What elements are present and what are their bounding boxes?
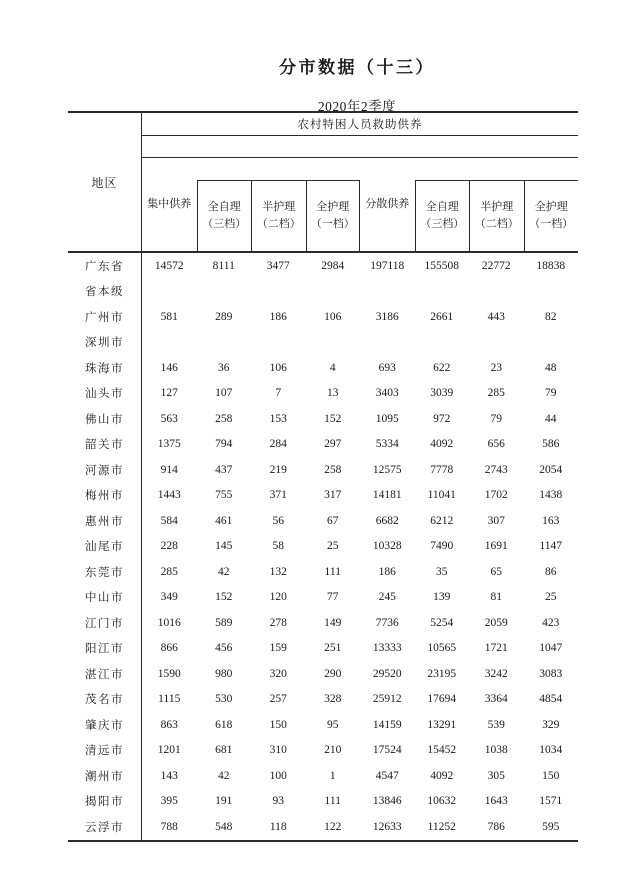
data-cell: 186 bbox=[269, 310, 287, 323]
region-cell: 云浮市 bbox=[68, 814, 142, 840]
data-cell: 67 bbox=[327, 514, 339, 527]
data-cell bbox=[415, 279, 470, 305]
data-cell: 12633 bbox=[372, 820, 402, 833]
data-cell: 622 bbox=[433, 361, 451, 374]
region-cell: 梅州市 bbox=[68, 483, 142, 509]
data-cell: 297 bbox=[324, 438, 342, 451]
page-subtitle: 2020年2季度 bbox=[317, 99, 397, 114]
region-cell: 佛山市 bbox=[68, 406, 142, 432]
region-cell: 深圳市 bbox=[68, 330, 142, 356]
data-cell: 4547 bbox=[375, 769, 399, 782]
data-cell: 132 bbox=[269, 565, 287, 578]
data-cell: 17524 bbox=[372, 744, 402, 757]
data-cell: 320 bbox=[269, 667, 287, 680]
title-block bbox=[279, 53, 435, 115]
data-cell: 1438 bbox=[539, 489, 563, 502]
data-cell bbox=[360, 330, 415, 356]
region-cell: 揭阳市 bbox=[68, 789, 142, 815]
table-row bbox=[68, 814, 578, 840]
table-row bbox=[68, 585, 578, 611]
region-cell: 河源市 bbox=[68, 457, 142, 483]
data-cell: 10565 bbox=[427, 642, 457, 655]
data-cell: 1038 bbox=[484, 744, 508, 757]
column-header-1 bbox=[197, 158, 252, 251]
region-cell: 肇庆市 bbox=[68, 712, 142, 738]
region-header-cell bbox=[68, 113, 142, 251]
table-row bbox=[68, 355, 578, 381]
data-cell: 863 bbox=[160, 718, 178, 731]
data-cell: 1443 bbox=[157, 489, 181, 502]
data-cell: 150 bbox=[269, 718, 287, 731]
data-cell: 111 bbox=[324, 795, 341, 808]
data-cell: 443 bbox=[487, 310, 505, 323]
table-row bbox=[68, 763, 578, 789]
data-cell: 290 bbox=[324, 667, 342, 680]
data-cell bbox=[469, 330, 524, 356]
data-cell: 1643 bbox=[484, 795, 508, 808]
data-cell: 530 bbox=[215, 693, 233, 706]
data-cell: 23 bbox=[490, 361, 502, 374]
data-cell: 5334 bbox=[375, 438, 399, 451]
data-cell: 127 bbox=[160, 387, 178, 400]
data-cell: 285 bbox=[487, 387, 505, 400]
data-cell: 42 bbox=[218, 769, 230, 782]
data-cell: 2661 bbox=[430, 310, 454, 323]
column-header-label: 集中供养 bbox=[147, 198, 192, 211]
data-cell: 152 bbox=[215, 591, 233, 604]
data-cell: 1201 bbox=[157, 744, 181, 757]
data-cell: 2054 bbox=[539, 463, 563, 476]
column-header-box: 半护理 （二档） bbox=[251, 180, 306, 251]
data-cell: 25 bbox=[327, 540, 339, 553]
data-cell: 866 bbox=[160, 642, 178, 655]
blank-header-row bbox=[142, 136, 578, 158]
data-cell: 285 bbox=[160, 565, 178, 578]
data-cell: 150 bbox=[542, 769, 560, 782]
table-row bbox=[68, 738, 578, 764]
table-row bbox=[68, 253, 578, 279]
data-cell: 1047 bbox=[539, 642, 563, 655]
data-cell: 395 bbox=[160, 795, 178, 808]
column-header-2 bbox=[251, 158, 306, 251]
region-cell: 阳江市 bbox=[68, 636, 142, 662]
region-cell: 湛江市 bbox=[68, 661, 142, 687]
table-row bbox=[68, 661, 578, 687]
data-cell: 548 bbox=[215, 820, 233, 833]
data-cell: 423 bbox=[542, 616, 560, 629]
data-cell: 980 bbox=[215, 667, 233, 680]
data-cell: 10632 bbox=[427, 795, 457, 808]
data-cell: 12575 bbox=[372, 463, 402, 476]
data-cell: 1571 bbox=[539, 795, 563, 808]
data-cell: 13291 bbox=[427, 718, 457, 731]
data-cell: 25912 bbox=[372, 693, 402, 706]
column-header-0 bbox=[142, 158, 197, 251]
data-cell: 36 bbox=[218, 361, 230, 374]
data-cell: 65 bbox=[490, 565, 502, 578]
data-cell bbox=[360, 279, 415, 305]
data-cell: 310 bbox=[269, 744, 287, 757]
data-cell: 228 bbox=[160, 540, 178, 553]
data-cell: 145 bbox=[215, 540, 233, 553]
data-cell: 245 bbox=[378, 591, 396, 604]
data-cell: 77 bbox=[327, 591, 339, 604]
data-cell: 1590 bbox=[157, 667, 181, 680]
data-cell: 1115 bbox=[158, 693, 181, 706]
column-header-box: 全自理 （三档） bbox=[415, 180, 470, 251]
data-cell: 3477 bbox=[266, 259, 290, 272]
data-cell bbox=[251, 279, 306, 305]
data-cell bbox=[415, 330, 470, 356]
region-cell: 中山市 bbox=[68, 585, 142, 611]
data-cell: 5254 bbox=[430, 616, 454, 629]
region-cell: 汕头市 bbox=[68, 381, 142, 407]
region-cell: 东莞市 bbox=[68, 559, 142, 585]
data-cell bbox=[524, 330, 579, 356]
column-header-7 bbox=[524, 158, 579, 251]
region-cell: 省本级 bbox=[68, 279, 142, 305]
page-title: 分市数据（十三） bbox=[279, 58, 435, 77]
data-cell: 786 bbox=[487, 820, 505, 833]
data-cell bbox=[306, 330, 361, 356]
data-cell: 755 bbox=[215, 489, 233, 502]
data-cell: 15452 bbox=[427, 744, 457, 757]
data-cell: 35 bbox=[436, 565, 448, 578]
data-cell: 3186 bbox=[375, 310, 399, 323]
data-cell: 794 bbox=[215, 438, 233, 451]
data-cell: 289 bbox=[215, 310, 233, 323]
data-cell: 1691 bbox=[484, 540, 508, 553]
table-row bbox=[68, 381, 578, 407]
data-cell: 6682 bbox=[375, 514, 399, 527]
data-cell: 197118 bbox=[370, 259, 405, 272]
data-cell: 143 bbox=[160, 769, 178, 782]
data-cell: 79 bbox=[490, 412, 502, 425]
data-cell: 618 bbox=[215, 718, 233, 731]
data-cell bbox=[469, 279, 524, 305]
data-cell bbox=[142, 330, 197, 356]
data-cell: 139 bbox=[433, 591, 451, 604]
data-cell: 186 bbox=[378, 565, 396, 578]
data-cell: 163 bbox=[542, 514, 560, 527]
data-cell: 58 bbox=[272, 540, 284, 553]
data-cell: 1702 bbox=[484, 489, 508, 502]
data-cell: 4854 bbox=[539, 693, 563, 706]
data-cell: 1095 bbox=[375, 412, 399, 425]
data-cell: 1721 bbox=[484, 642, 508, 655]
data-cell: 589 bbox=[215, 616, 233, 629]
data-cell: 14159 bbox=[372, 718, 402, 731]
data-cell: 11041 bbox=[427, 489, 456, 502]
data-cell: 10328 bbox=[372, 540, 402, 553]
data-cell bbox=[142, 279, 197, 305]
group-header-label: 农村特困人员救助供养 bbox=[297, 119, 423, 131]
region-cell: 惠州市 bbox=[68, 508, 142, 534]
table-row bbox=[68, 406, 578, 432]
data-cell: 1034 bbox=[539, 744, 563, 757]
data-cell: 159 bbox=[269, 642, 287, 655]
header-right-section bbox=[142, 113, 578, 251]
data-cell: 11252 bbox=[427, 820, 456, 833]
data-cell: 29520 bbox=[372, 667, 402, 680]
region-cell: 清远市 bbox=[68, 738, 142, 764]
data-cell: 595 bbox=[542, 820, 560, 833]
data-cell: 307 bbox=[487, 514, 505, 527]
table-row bbox=[68, 636, 578, 662]
data-cell: 79 bbox=[545, 387, 557, 400]
table-body bbox=[68, 253, 578, 840]
data-cell: 86 bbox=[545, 565, 557, 578]
column-header-box: 全护理 （一档） bbox=[524, 180, 579, 251]
data-cell: 681 bbox=[215, 744, 233, 757]
table-row bbox=[68, 457, 578, 483]
region-cell: 茂名市 bbox=[68, 687, 142, 713]
data-cell: 3364 bbox=[484, 693, 508, 706]
data-cell: 2743 bbox=[484, 463, 508, 476]
data-cell: 122 bbox=[324, 820, 342, 833]
table-row bbox=[68, 559, 578, 585]
data-cell: 18838 bbox=[536, 259, 566, 272]
table-row bbox=[68, 610, 578, 636]
data-cell: 81 bbox=[490, 591, 502, 604]
data-cell: 14181 bbox=[372, 489, 402, 502]
data-cell: 23195 bbox=[427, 667, 457, 680]
data-cell: 7 bbox=[275, 387, 282, 400]
table-row bbox=[68, 330, 578, 356]
data-cell: 461 bbox=[215, 514, 233, 527]
data-cell: 56 bbox=[272, 514, 284, 527]
data-cell: 95 bbox=[327, 718, 339, 731]
region-cell: 韶关市 bbox=[68, 432, 142, 458]
data-cell: 14572 bbox=[154, 259, 184, 272]
data-cell: 6212 bbox=[430, 514, 454, 527]
data-cell: 8111 bbox=[212, 259, 235, 272]
data-cell: 371 bbox=[269, 489, 287, 502]
data-cell bbox=[197, 279, 252, 305]
data-cell: 1147 bbox=[539, 540, 563, 553]
table-row bbox=[68, 279, 578, 305]
region-cell: 江门市 bbox=[68, 610, 142, 636]
data-cell: 118 bbox=[269, 820, 287, 833]
data-cell: 4092 bbox=[430, 769, 454, 782]
data-cell: 13846 bbox=[372, 795, 402, 808]
data-cell: 693 bbox=[378, 361, 396, 374]
data-cell: 3039 bbox=[430, 387, 454, 400]
data-cell: 149 bbox=[324, 616, 342, 629]
data-cell: 2059 bbox=[484, 616, 508, 629]
data-cell: 437 bbox=[215, 463, 233, 476]
data-cell: 13333 bbox=[372, 642, 402, 655]
data-cell: 17694 bbox=[427, 693, 457, 706]
data-cell: 42 bbox=[218, 565, 230, 578]
data-cell: 3242 bbox=[484, 667, 508, 680]
data-cell: 7778 bbox=[430, 463, 454, 476]
column-header-box: 全自理 （三档） bbox=[197, 180, 252, 251]
data-cell: 4092 bbox=[430, 438, 454, 451]
data-cell: 4 bbox=[329, 361, 336, 374]
region-cell: 汕尾市 bbox=[68, 534, 142, 560]
region-cell: 潮州市 bbox=[68, 763, 142, 789]
data-cell: 191 bbox=[215, 795, 233, 808]
region-cell: 珠海市 bbox=[68, 355, 142, 381]
column-headers-row bbox=[142, 158, 578, 251]
data-cell: 257 bbox=[269, 693, 287, 706]
table-row bbox=[68, 304, 578, 330]
data-cell: 1375 bbox=[157, 438, 181, 451]
data-cell: 44 bbox=[545, 412, 557, 425]
data-cell: 539 bbox=[487, 718, 505, 731]
data-cell: 100 bbox=[269, 769, 287, 782]
data-cell: 563 bbox=[160, 412, 178, 425]
data-cell: 305 bbox=[487, 769, 505, 782]
data-cell: 13 bbox=[327, 387, 339, 400]
data-cell: 3403 bbox=[375, 387, 399, 400]
table-row bbox=[68, 432, 578, 458]
data-cell: 25 bbox=[545, 591, 557, 604]
data-cell: 251 bbox=[324, 642, 342, 655]
data-cell: 155508 bbox=[424, 259, 459, 272]
data-cell: 106 bbox=[269, 361, 287, 374]
column-header-5 bbox=[415, 158, 470, 251]
table-row bbox=[68, 789, 578, 815]
data-cell: 82 bbox=[545, 310, 557, 323]
data-cell: 219 bbox=[269, 463, 287, 476]
data-cell: 7490 bbox=[430, 540, 454, 553]
region-header-label: 地区 bbox=[91, 175, 118, 190]
table-row bbox=[68, 483, 578, 509]
data-cell: 584 bbox=[160, 514, 178, 527]
data-cell: 2984 bbox=[321, 259, 345, 272]
table-header bbox=[68, 113, 578, 253]
data-cell: 586 bbox=[542, 438, 560, 451]
data-cell: 22772 bbox=[481, 259, 511, 272]
data-cell bbox=[197, 330, 252, 356]
data-cell: 152 bbox=[324, 412, 342, 425]
data-cell: 278 bbox=[269, 616, 287, 629]
data-cell: 349 bbox=[160, 591, 178, 604]
data-cell: 210 bbox=[324, 744, 342, 757]
data-cell: 456 bbox=[215, 642, 233, 655]
data-cell: 93 bbox=[272, 795, 284, 808]
column-header-3 bbox=[306, 158, 361, 251]
column-header-label: 分散供养 bbox=[365, 198, 410, 211]
data-table bbox=[68, 111, 578, 842]
table-row bbox=[68, 687, 578, 713]
data-cell: 914 bbox=[160, 463, 178, 476]
data-cell: 153 bbox=[269, 412, 287, 425]
data-cell: 581 bbox=[160, 310, 178, 323]
data-cell bbox=[251, 330, 306, 356]
data-cell: 284 bbox=[269, 438, 287, 451]
data-cell: 328 bbox=[324, 693, 342, 706]
data-cell: 7736 bbox=[375, 616, 399, 629]
data-cell: 972 bbox=[433, 412, 451, 425]
column-header-6 bbox=[469, 158, 524, 251]
data-cell: 1016 bbox=[157, 616, 181, 629]
data-cell: 107 bbox=[215, 387, 233, 400]
data-cell: 258 bbox=[215, 412, 233, 425]
data-cell: 317 bbox=[324, 489, 342, 502]
column-header-box: 半护理 （二档） bbox=[469, 180, 524, 251]
data-cell: 258 bbox=[324, 463, 342, 476]
data-cell: 329 bbox=[542, 718, 560, 731]
group-header-cell bbox=[142, 113, 578, 136]
column-header-box: 全护理 （一档） bbox=[306, 180, 361, 251]
data-cell: 788 bbox=[160, 820, 178, 833]
data-cell: 120 bbox=[269, 591, 287, 604]
data-cell: 3083 bbox=[539, 667, 563, 680]
table-row bbox=[68, 712, 578, 738]
data-cell: 106 bbox=[324, 310, 342, 323]
region-cell: 广州市 bbox=[68, 304, 142, 330]
column-header-4 bbox=[360, 158, 415, 251]
data-cell bbox=[306, 279, 361, 305]
data-cell: 48 bbox=[545, 361, 557, 374]
region-cell: 广东省 bbox=[68, 253, 142, 279]
data-cell: 111 bbox=[324, 565, 341, 578]
data-cell bbox=[524, 279, 579, 305]
data-cell: 146 bbox=[160, 361, 178, 374]
data-cell: 656 bbox=[487, 438, 505, 451]
table-row bbox=[68, 508, 578, 534]
table-row bbox=[68, 534, 578, 560]
data-cell: 1 bbox=[329, 769, 336, 782]
